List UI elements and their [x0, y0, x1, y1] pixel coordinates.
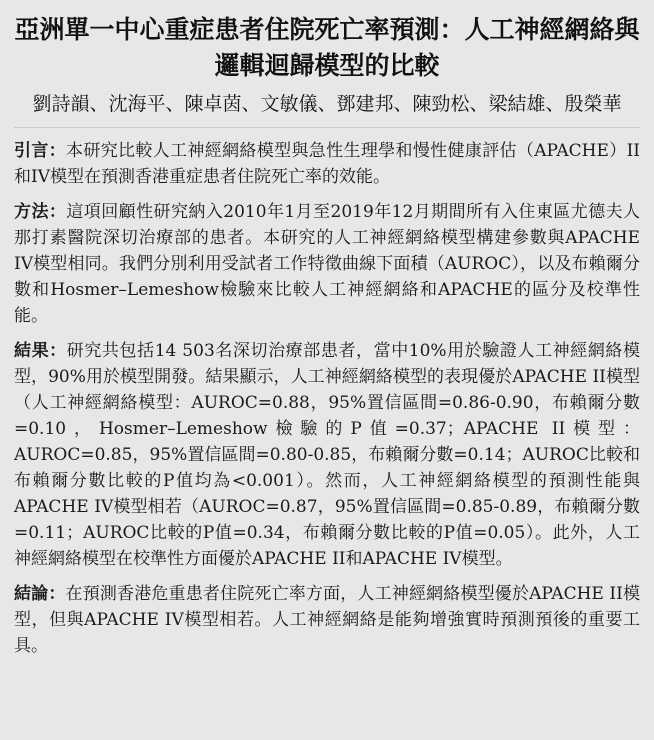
divider [14, 127, 640, 128]
section-label: 引言： [14, 141, 67, 161]
section-text: 研究共包括14 503名深切治療部患者，當中10%用於驗證人工神經網絡模型，90%用於模型開發。結果顯示，人工神經網絡模型的表現優於APACHE II模型（人工神經網絡模型：AUROC=0.88，95%置信區間=0.86-0.90，布賴爾分數=0.10，Hosmer–Lemeshow檢驗的P值=0.37；APACHE II模型：AUROC=0.85，95%置信區間=0.80-0.85，布賴爾分數=0.14；AUROC比較和布賴爾分數比較的P值均為<0.001）。然而，人工神經網絡模型的預測性能與APACHE IV模型相若（AUROC=0.87，95%置信區間=0.85-0.89，布賴爾分數=0.11；AUROC比較的P值=0.34，布賴爾分數比較的P值=0.05）。此外，人工神經網絡模型在校準性方面優於APACHE II和APACHE IV模型。 [14, 341, 640, 569]
section-introduction [14, 138, 640, 190]
section-conclusion [14, 581, 640, 659]
section-methods [14, 199, 640, 329]
section-text: 這項回顧性研究納入2010年1月至2019年12月期間所有入住東區尤德夫人那打素醫院深切治療部的患者。本研究的人工神經網絡模型構建參數與APACHE IV模型相同。我們分別利用受試者工作特徵曲線下面積（AUROC），以及布賴爾分數和Hosmer–Lemeshow檢驗來比較人工神經網絡和APACHE的區分及校準性能。 [14, 202, 641, 326]
author-list: 劉詩韻、沈海平、陳卓茵、文敏儀、鄧建邦、陳勁松、梁結雄、殷榮華 [32, 93, 622, 115]
section-text: 本研究比較人工神經網絡模型與急性生理學和慢性健康評估（APACHE）II和IV模型在預測香港重症患者住院死亡率的效能。 [14, 141, 641, 187]
section-label: 結果： [14, 341, 67, 361]
section-label: 結論： [14, 584, 66, 604]
paper-title: 亞洲單一中心重症患者住院死亡率預測：人工神經網絡與邏輯迴歸模型的比較 [14, 15, 640, 80]
section-label: 方法： [14, 202, 67, 222]
section-text: 在預測香港危重患者住院死亡率方面，人工神經網絡模型優於APACHE II模型，但與APACHE IV模型相若。人工神經網絡是能夠增強實時預測預後的重要工具。 [14, 584, 640, 656]
section-results [14, 338, 640, 572]
